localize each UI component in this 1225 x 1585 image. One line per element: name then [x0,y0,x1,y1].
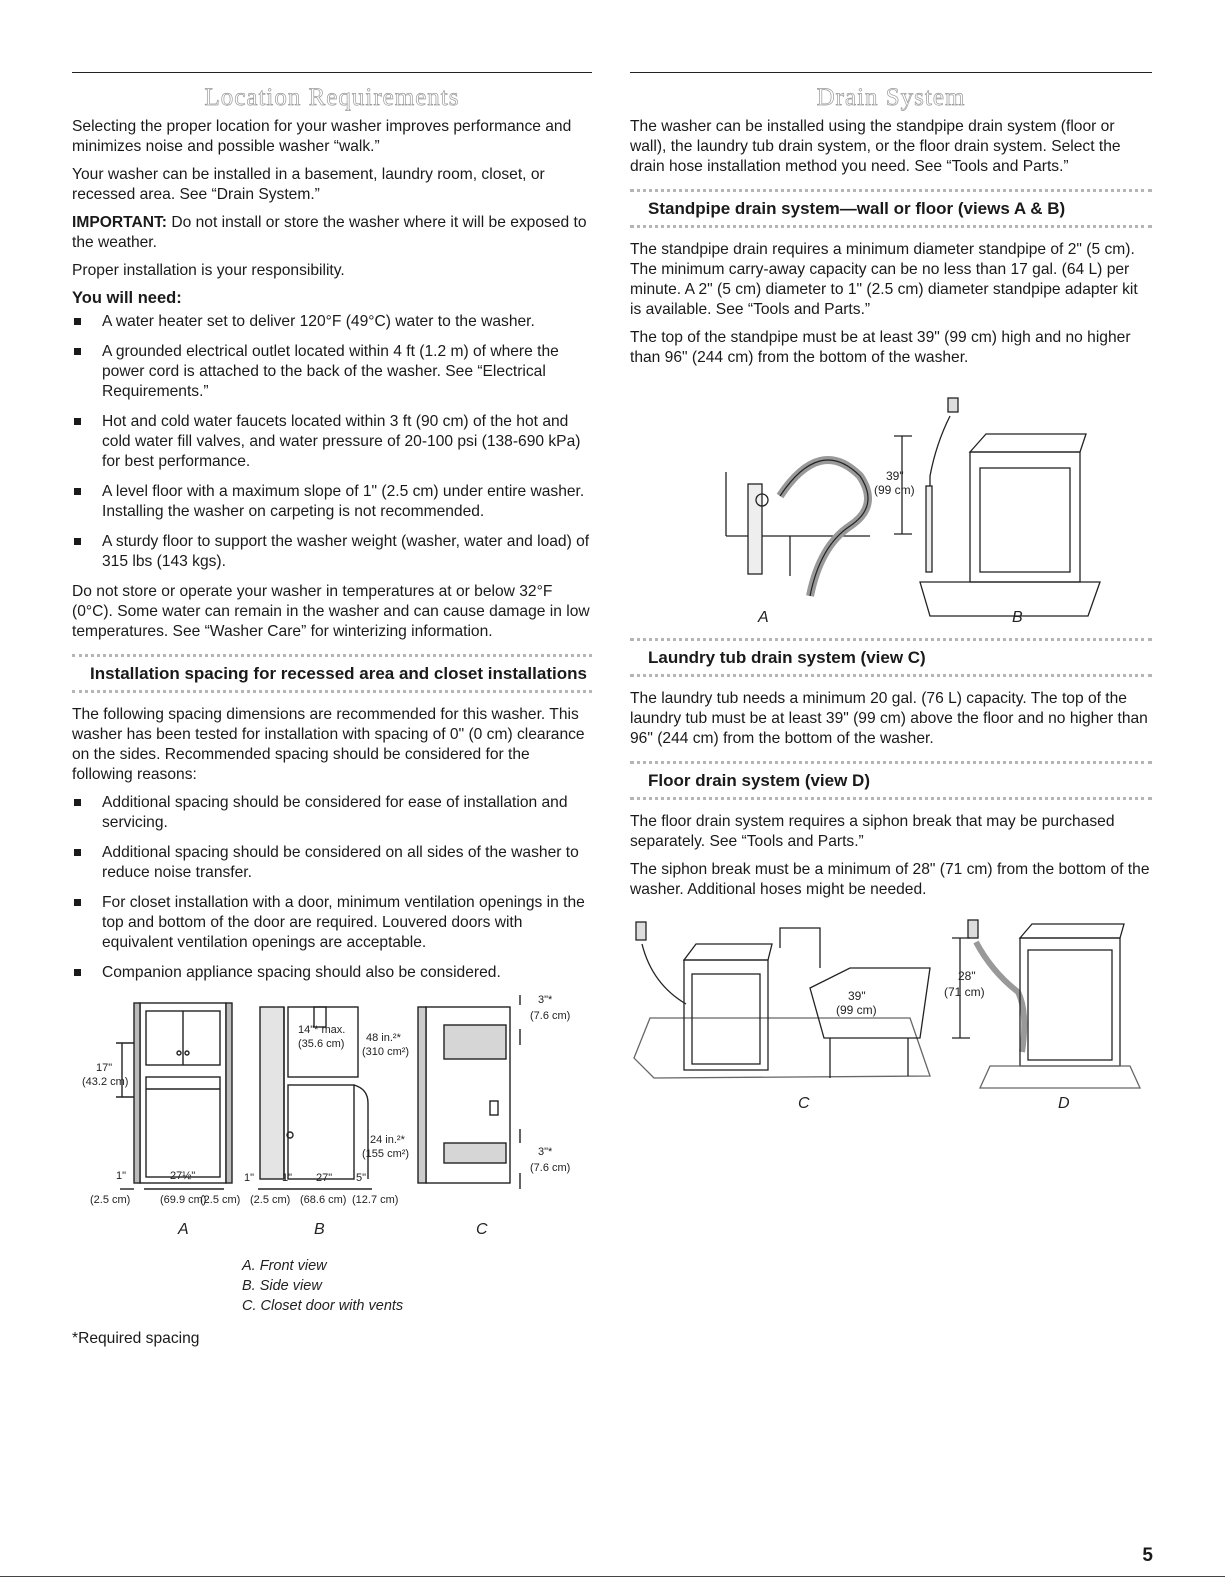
responsibility-paragraph: Proper installation is your responsibility. [72,262,345,279]
required-spacing-footnote: *Required spacing [72,1330,200,1347]
floor-drain-dim: 28" [958,969,976,983]
list-item: For closet installation with a door, minimum ventilation openings in the top and bottom of the door are required. Louvered doors with equivalent ventilation openings are acceptable. [72,893,592,953]
dim-24: 24 in.²* [370,1134,405,1146]
location-requirements-column [72,72,592,1348]
view-label-a: A [178,1221,189,1238]
dim-b-27-cm: (68.6 cm) [300,1194,347,1206]
dim-b-5-cm: (12.7 cm) [352,1194,399,1206]
list-item: A level floor with a maximum slope of 1" (2.5 cm) under entire washer. Installing the washer on carpeting is not recommended. [72,482,592,522]
intro-paragraph: Your washer can be installed in a basement, laundry room, closet, or recessed area. See “Drain System.” [72,166,545,203]
dim-17-cm: (43.2 cm) [82,1076,129,1088]
dim-24-cm: (155 cm²) [362,1148,410,1160]
temperature-note: Do not store or operate your washer in temperatures at or below 32°F (0°C). Some water can remain in the washer and can cause damage in low temperatures. See “Washer Care” for winterizing information. [72,583,590,640]
dim-c-3-top-cm: (7.6 cm) [530,1010,571,1022]
caption: A. Front view [242,1258,327,1274]
top-rule [630,72,1152,73]
dim-c-3-bottom: 3"* [538,1146,553,1158]
dim-27-half: 27½" [170,1170,196,1182]
drain-system-column [630,72,1152,1123]
section-title: Drain System [816,84,966,111]
list-item: A sturdy floor to support the washer weight (washer, water and load) of 315 lbs (143 kgs). [72,532,592,572]
standpipe-dim: 39" [886,469,904,483]
dim-14: 14"* max. [298,1024,346,1036]
view-label-c: C [476,1221,488,1238]
floor-drain-paragraph: The floor drain system requires a siphon break that may be purchased separately. See “Tools and Parts.” [630,813,1115,850]
tub-dim: 39" [848,989,866,1003]
dim-b-1a: 1" [244,1172,255,1184]
dim-b-27: 27" [316,1172,333,1184]
important-paragraph [72,213,592,253]
dim-b-5: 5" [356,1172,367,1184]
laundry-tub-paragraph: The laundry tub needs a minimum 20 gal. (76 L) capacity. The top of the laundry tub must be at least 39" (99 cm) above the floor and no higher than 96" (244 cm) from the bottom of the washer. [630,690,1148,747]
dim-b-1b-cm: (2.5 cm) [250,1194,291,1206]
top-rule [72,72,592,73]
needs-list [72,312,592,572]
caption: C. Closet door with vents [242,1298,404,1314]
important-text: Do not install or store the washer where it will be exposed to the weather. [72,214,587,251]
list-item: Additional spacing should be considered on all sides of the washer to reduce noise transfer. [72,843,592,883]
figure-captions [242,1256,592,1316]
dim-48-cm: (310 cm²) [362,1046,410,1058]
view-label-d: D [1058,1095,1070,1112]
standpipe-heading: Standpipe drain system—wall or floor (views A & B) [630,189,1152,228]
standpipe-dim-cm: (99 cm) [874,483,915,497]
list-item: A water heater set to deliver 120°F (49°C) water to the washer. [72,312,592,332]
spacing-intro: The following spacing dimensions are recommended for this washer. This washer has been tested for installation with spacing of 0" (0 cm) clearance on the sides. Recommended spacing should be considered for the following reasons: [72,706,585,783]
dim-1-cm: (2.5 cm) [90,1194,131,1206]
dim-48: 48 in.²* [366,1032,401,1044]
page-number: 5 [1142,1545,1153,1566]
spacing-diagram-labels [72,1218,592,1240]
view-label-b: B [314,1221,325,1238]
important-label: IMPORTANT: [72,214,167,231]
tub-and-floor-drain-diagram [630,908,1152,1123]
drain-intro: The washer can be installed using the standpipe drain system (floor or wall), the laundry tub drain system, or the floor drain system. Select the drain hose installation method you need. See “Tools and Parts.” [630,118,1121,175]
caption: B. Side view [242,1278,322,1294]
standpipe-diagram [630,376,1152,626]
view-label-a: A [758,609,769,626]
standpipe-paragraph: The top of the standpipe must be at least 39" (99 cm) high and no higher than 96" (244 cm) from the bottom of the washer. [630,329,1131,366]
view-label-c: C [798,1095,810,1112]
dim-17: 17" [96,1062,113,1074]
floor-drain-heading: Floor drain system (view D) [630,761,1152,800]
standpipe-paragraph: The standpipe drain requires a minimum diameter standpipe of 2" (5 cm). The minimum carry-away capacity can be no less than 17 gal. (64 L) per minute. A 2" (5 cm) diameter to 1" (2.5 cm) diameter standpipe adapter kit is available. See “Tools and Parts.” [630,241,1138,318]
section-title: Location Requirements [204,84,460,111]
list-item: A grounded electrical outlet located within 4 ft (1.2 m) of where the power cord is attached to the back of the washer. See “Electrical Requirements.” [72,342,592,402]
dim-b-1b: 1" [282,1172,293,1184]
spacing-diagram [72,993,592,1218]
laundry-tub-heading: Laundry tub drain system (view C) [630,638,1152,677]
list-item: Companion appliance spacing should also be considered. [72,963,592,983]
need-heading: You will need: [72,289,182,307]
dim-27-half-cm: (69.9 cm) [160,1194,207,1206]
floor-drain-paragraph: The siphon break must be a minimum of 28" (71 cm) from the bottom of the washer. Additional hoses might be needed. [630,861,1150,898]
spacing-reasons-list [72,793,592,983]
dim-b-1a-cm: (2.5 cm) [200,1194,241,1206]
list-item: Hot and cold water faucets located within 3 ft (90 cm) of the hot and cold water fill valves, and water pressure of 20-100 psi (138-690 kPa) for best performance. [72,412,592,472]
view-label-b: B [1012,609,1023,626]
dim-c-3-bottom-cm: (7.6 cm) [530,1162,571,1174]
dim-14-cm: (35.6 cm) [298,1038,345,1050]
tub-dim-cm: (99 cm) [836,1003,877,1017]
bottom-rule [0,1576,1225,1577]
spacing-heading: Installation spacing for recessed area and closet installations [72,654,592,693]
intro-paragraph: Selecting the proper location for your washer improves performance and minimizes noise and possible washer “walk.” [72,118,572,155]
floor-drain-dim-cm: (71 cm) [944,985,985,999]
dim-c-3-top: 3"* [538,994,553,1006]
list-item: Additional spacing should be considered for ease of installation and servicing. [72,793,592,833]
dim-1: 1" [116,1170,127,1182]
